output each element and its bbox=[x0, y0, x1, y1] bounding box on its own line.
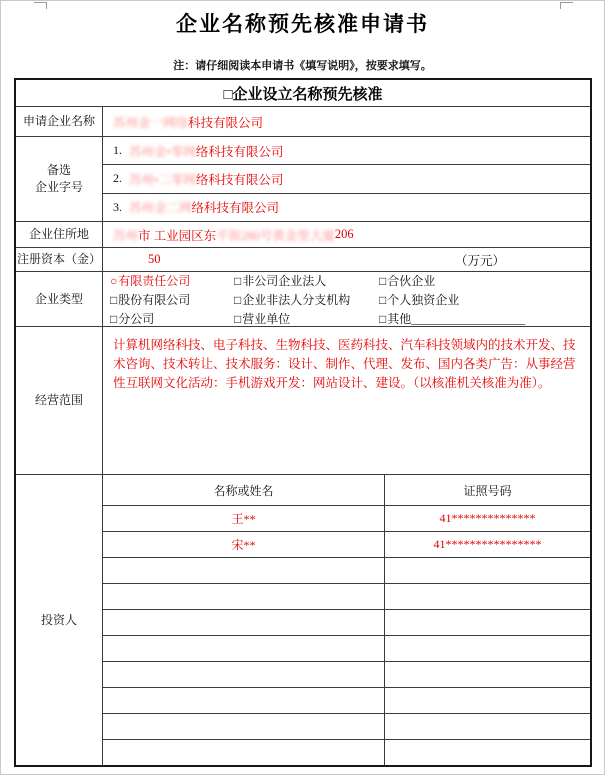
investor-name: 王** bbox=[103, 506, 385, 531]
applied-name-value bbox=[103, 107, 590, 136]
investor-row-empty bbox=[103, 584, 590, 610]
clear-text: 206 bbox=[334, 227, 354, 241]
clear-text: 络科技有限公司 bbox=[195, 172, 284, 187]
investors-label: 投资人 bbox=[16, 475, 103, 765]
column-header-name: 名称或姓名 bbox=[103, 475, 385, 505]
checkbox-icon: □ bbox=[234, 292, 242, 307]
section-header-label: □企业设立名称预先核准 bbox=[223, 86, 383, 103]
business-scope-value: 计算机网络科技、电子科技、生物科技、医药科技、汽车科技领域内的技术开发、技术咨询、技术转让、技术服务：设计、制作、代理、发布、国内各类广告：从事经营性互联网文化活动：手机游戏开发：网站设计、建设。（以核准机关核准为准）。 bbox=[113, 338, 576, 390]
row-applied-name bbox=[16, 106, 590, 136]
alt-name-3 bbox=[103, 193, 590, 221]
address-label: 企业住所地 bbox=[16, 222, 103, 247]
investor-id-empty bbox=[385, 740, 590, 765]
investors-table bbox=[103, 475, 590, 765]
redacted-text: 苏州金二网 bbox=[129, 201, 192, 216]
investor-id-number: 41************** bbox=[439, 511, 536, 525]
investor-row-empty bbox=[103, 610, 590, 636]
capital-value: 50 bbox=[148, 252, 161, 266]
checkbox-icon: □ bbox=[110, 292, 118, 307]
redacted-text: 苏州金•零网 bbox=[129, 144, 196, 159]
page-title: 企业名称预先核准申请书 bbox=[176, 12, 429, 36]
clear-text: 络科技有限公司 bbox=[195, 144, 284, 159]
investor-name-empty bbox=[103, 636, 385, 661]
column-header-id-number: 证照号码 bbox=[463, 483, 512, 498]
instruction-note: 注：请仔细阅读本申请书《填写说明》，按要求填写。 bbox=[173, 60, 432, 72]
investor-row-empty bbox=[103, 688, 590, 714]
option-other: □其他___________________ bbox=[379, 311, 526, 326]
investor-id-empty bbox=[385, 688, 590, 713]
checkbox-icon: □ bbox=[234, 273, 242, 288]
investor-name-empty bbox=[103, 688, 385, 713]
business-scope-label: 经营范围 bbox=[16, 327, 103, 474]
investors-table-header bbox=[103, 475, 590, 506]
investor-row-empty bbox=[103, 740, 590, 765]
investor-row bbox=[103, 532, 590, 558]
company-type-options bbox=[103, 272, 590, 326]
investor-row-empty bbox=[103, 662, 590, 688]
alt-name-2-number: 2. bbox=[113, 171, 122, 186]
investor-name-empty bbox=[103, 662, 385, 687]
alt-name-1-value bbox=[129, 142, 283, 160]
section-header bbox=[16, 80, 590, 106]
alt-names-label-line2: 企业字号 bbox=[34, 180, 83, 194]
investor-id-empty bbox=[385, 610, 590, 635]
investor-name-empty bbox=[103, 584, 385, 609]
address-value bbox=[103, 222, 590, 247]
alt-name-2-value bbox=[129, 170, 283, 188]
option-partnership: □合伙企业 bbox=[379, 273, 436, 288]
investor-id-empty bbox=[385, 584, 590, 609]
investor-id-empty bbox=[385, 558, 590, 583]
capital-label: 注册资本（金） bbox=[16, 248, 103, 271]
alt-name-3-number: 3. bbox=[113, 199, 122, 214]
alt-name-1-number: 1. bbox=[113, 143, 122, 158]
row-business-scope bbox=[16, 326, 590, 474]
clear-text: 络科技有限公司 bbox=[191, 201, 280, 216]
investor-id-empty bbox=[385, 714, 590, 739]
radio-selected-icon: ○ bbox=[110, 273, 118, 288]
alt-name-1 bbox=[103, 137, 590, 164]
row-investors bbox=[16, 474, 590, 765]
checkbox-icon: □ bbox=[379, 311, 387, 326]
row-company-type bbox=[16, 271, 590, 326]
row-address bbox=[16, 221, 590, 247]
alt-name-2 bbox=[103, 164, 590, 192]
investor-row-empty bbox=[103, 636, 590, 662]
redacted-text: 苏州 bbox=[113, 228, 139, 243]
redacted-text: 平街280号黄金里大厦 bbox=[216, 228, 335, 243]
option-joint-stock-company: □股份有限公司 bbox=[110, 292, 191, 307]
option-non-company-legal-person: □非公司企业法人 bbox=[234, 273, 327, 288]
clear-text: 市 工业园区东 bbox=[138, 228, 217, 243]
clear-text: 科技有限公司 bbox=[188, 115, 264, 130]
investors-rows bbox=[103, 506, 590, 765]
redacted-text: 苏州金一网络 bbox=[113, 115, 189, 130]
investor-name-empty bbox=[103, 558, 385, 583]
alt-names-label bbox=[16, 137, 103, 221]
checkbox-icon: □ bbox=[234, 311, 242, 326]
investor-name: 宋** bbox=[103, 532, 385, 557]
investor-row-empty bbox=[103, 714, 590, 740]
checkbox-icon: □ bbox=[379, 292, 387, 307]
checkbox-icon: □ bbox=[379, 273, 387, 288]
other-underline: ___________________ bbox=[411, 311, 526, 326]
investor-name-empty bbox=[103, 740, 385, 765]
investor-id-empty bbox=[385, 636, 590, 661]
checkbox-icon: □ bbox=[110, 311, 118, 326]
row-alternative-names bbox=[16, 136, 590, 221]
alt-name-3-value bbox=[129, 198, 279, 216]
application-table bbox=[14, 78, 592, 767]
investor-row-empty bbox=[103, 558, 590, 584]
redacted-text: 苏州•二零网 bbox=[129, 172, 196, 187]
investor-name-empty bbox=[103, 714, 385, 739]
option-business-unit: □营业单位 bbox=[234, 311, 291, 326]
option-branch-company: □分公司 bbox=[110, 311, 155, 326]
investor-row bbox=[103, 506, 590, 532]
applied-name-label: 申请企业名称 bbox=[16, 107, 103, 136]
company-type-label: 企业类型 bbox=[16, 272, 103, 326]
capital-unit: （万元） bbox=[454, 253, 505, 268]
alt-names-stack bbox=[103, 137, 590, 221]
investor-name-empty bbox=[103, 610, 385, 635]
capital-value-cell bbox=[103, 248, 590, 271]
investor-id-number: 41**************** bbox=[433, 537, 542, 551]
option-sole-proprietorship: □个人独资企业 bbox=[379, 292, 460, 307]
option-non-legal-person-branch: □企业非法人分支机构 bbox=[234, 292, 351, 307]
row-registered-capital bbox=[16, 247, 590, 271]
investor-id-empty bbox=[385, 662, 590, 687]
option-limited-liability-company: ○有限责任公司 bbox=[110, 273, 191, 288]
alt-names-label-line1: 备选 bbox=[46, 163, 71, 177]
